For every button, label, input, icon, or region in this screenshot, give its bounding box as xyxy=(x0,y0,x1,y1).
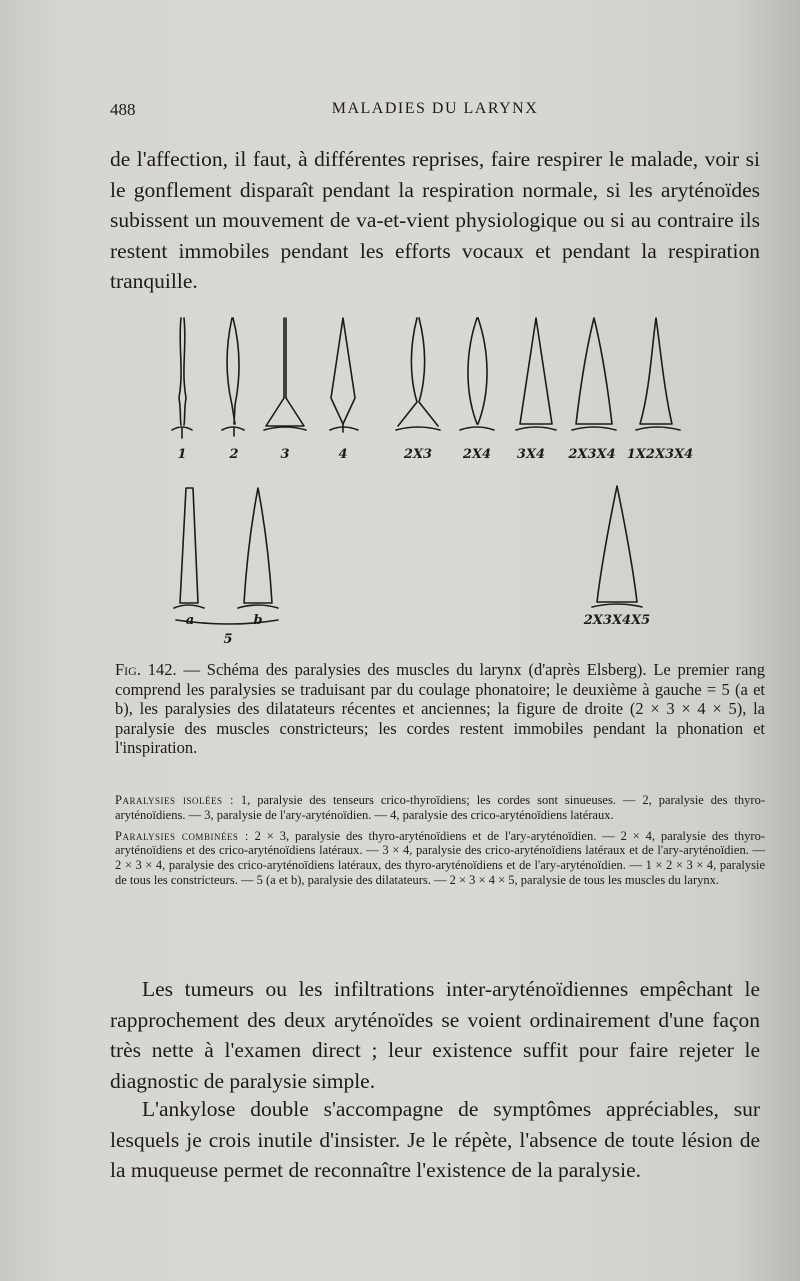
paragraph-ankylose: L'ankylose double s'accompagne de symptômes appréciables, sur lesquels je crois inutile d'insister. Je le répète, l'absence de toute lésion de la muqueuse permet de reconnaître l'existence de la paralysie. xyxy=(110,1097,760,1182)
note-combined xyxy=(115,829,765,888)
diagram-2x4 xyxy=(460,318,494,430)
note-isolated-heading: Paralysies isolées : xyxy=(115,793,234,807)
page-header xyxy=(110,100,760,126)
figure-caption xyxy=(115,660,765,758)
paragraph-tumeurs: Les tumeurs ou les infiltrations inter-aryténoïdiennes empêchant le rapprochement des deux aryténoïdes se voient ordinairement d'une façon très nette à l'examen direct ; leur existence suffit pour faire rejeter le diagnostic de paralysie simple. xyxy=(110,977,760,1093)
label-1: 1 xyxy=(177,447,187,462)
diagram-3 xyxy=(264,318,306,430)
note-isolated xyxy=(115,793,765,823)
diagram-1 xyxy=(172,318,192,438)
label-5a: a xyxy=(185,613,195,628)
note-combined-heading: Paralysies combinées : xyxy=(115,828,249,843)
label-5: 5 xyxy=(223,632,233,647)
label-4: 4 xyxy=(338,447,348,462)
diagram-4 xyxy=(330,318,358,432)
diagram-1x2x3x4 xyxy=(636,318,680,430)
bracket-5 xyxy=(176,620,278,624)
page-number: 488 xyxy=(110,100,136,119)
label-3: 3 xyxy=(280,447,290,462)
label-1x2x3x4: 1X2X3X4 xyxy=(626,447,694,462)
label-2: 2 xyxy=(229,447,239,462)
figure-number: Fig. 142. xyxy=(115,660,177,679)
diagram-2x3x4x5 xyxy=(592,486,642,607)
paragraph-intro: de l'affection, il faut, à différentes reprises, faire respirer le malade, voir si le gonflement disparaît pendant la respiration normale, si les aryténoïdes subissent un mouvement de va-et-vient physiologique ou si au contraire ils restent immobiles pendant les efforts vocaux et pendant la respiration tranquille. xyxy=(110,147,760,293)
label-2x4: 2X4 xyxy=(462,447,492,462)
note-combined-text: 2 × 3, paralysie des thyro-aryténoïdiens et de l'ary-aryténoïdien. — 2 × 4, paralysie des thyro-aryténoïdiens et des crico-aryténoïdiens latéraux. — 3 × 4, paralysie des crico-aryténoïdiens latéraux et de l'ary-aryténoïdien. — 2 × 3 × 4, paralysie des crico-aryténoïdiens latéraux, des thyro-aryténoïdiens et de l'ary-aryténoïdien. — 1 × 2 × 3 × 4, paralysie de tous les constricteurs. — 5 (a et b), paralysie des dilatateurs. — 2 × 3 × 4 × 5, paralysie de tous les muscles du larynx. xyxy=(115,828,765,887)
caption-text: — Schéma des paralysies des muscles du larynx (d'après Elsberg). Le premier rang comprend les paralysies se traduisant par du coulage phonatoire; le deuxième à gauche = 5 (a et b), les paralysies des dilatateurs récentes et anciennes; la figure de droite (2 × 3 × 4 × 5), la paralysie des muscles constricteurs; les cordes restent immobiles pendant la phonation et l'inspiration. xyxy=(115,660,765,757)
figure-notes xyxy=(115,793,765,894)
label-5b: b xyxy=(253,613,263,628)
diagram-3x4 xyxy=(516,318,556,430)
running-head: MALADIES DU LARYNX xyxy=(331,100,539,117)
diagram-2x3x4 xyxy=(572,318,616,430)
label-2x3x4x5: 2X3X4X5 xyxy=(583,613,651,628)
label-2x3x4: 2X3X4 xyxy=(568,447,616,462)
diagram-5a xyxy=(174,488,204,608)
label-3x4: 3X4 xyxy=(516,447,546,462)
diagram-5b xyxy=(238,488,278,608)
label-2x3: 2X3 xyxy=(403,447,433,462)
diagram-2x3 xyxy=(396,318,440,430)
diagram-2 xyxy=(222,318,244,436)
note-isolated-text: 1, paralysie des tenseurs crico-thyroïdiens; les cordes sont sinueuses. — 2, paralysie des thyro-aryténoïdiens. — 3, paralysie de l'ary-aryténoïdien. — 4, paralysie des crico-aryténoïdiens latéraux. xyxy=(115,793,765,822)
